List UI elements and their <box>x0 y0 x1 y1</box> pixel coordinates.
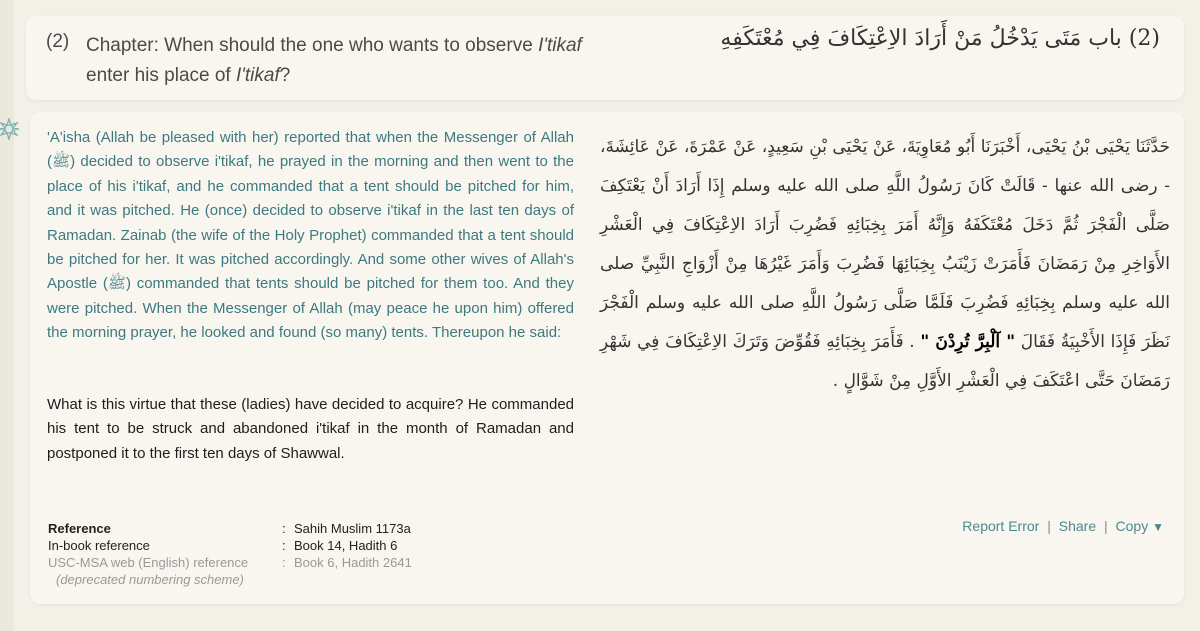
caret-down-icon: ▼ <box>1152 520 1164 534</box>
report-error-link[interactable]: Report Error <box>962 518 1040 534</box>
chapter-title-itikaf-1: I'tikaf <box>538 35 582 56</box>
usc-msa-reference-separator: : <box>282 555 286 570</box>
chapter-title-part1: Chapter: When should the one who wants to observe <box>86 35 533 56</box>
chapter-title-itikaf-2: I'tikaf <box>235 65 280 86</box>
hadith-ar-before-quote: حَدَّثَنَا يَحْيَى بْنُ يَحْيَى، أَخْبَرَنَا أَبُو مُعَاوِيَةَ، عَنْ يَحْيَى بْنِ سَعِيدٍ، عَنْ عَمْرَةَ، عَنْ عَائِشَةَ، - رضى الله عنها - قَالَتْ كَانَ رَسُولُ اللَّهِ صلى الله عليه وسلم إِذَا أَرَادَ أَنْ يَعْتَكِفَ صَلَّى الْفَجْرَ ثُمَّ دَخَلَ مُعْتَكَفَهُ وَإِنَّهُ أَمَرَ بِخِبَائِهِ فَضُرِبَ أَرَادَ الاِعْتِكَافَ فِي الْعَشْرِ الأَوَاخِرِ مِنْ رَمَضَانَ فَأَمَرَتْ زَيْنَبُ بِخِبَائِهَا فَضُرِبَ وَأَمَرَ غَيْرُهَا مِنْ أَزْوَاجِ النَّبِيِّ صلى الله عليه وسلم بِخِبَائِهِ فَضُرِبَ فَلَمَّا صَلَّى رَسُولُ اللَّهِ صلى الله عليه وسلم الْفَجْرَ نَظَرَ فَإِذَا الأَخْبِيَةُ فَقَالَ <box>600 137 1170 352</box>
copy-link[interactable] <box>1116 518 1164 534</box>
chapter-number-en: (2) <box>46 31 70 52</box>
hadith-text-ar <box>600 128 1170 401</box>
chapter-title-end: ? <box>279 65 291 86</box>
chapter-title-part2: enter his place of <box>86 65 231 86</box>
deprecated-note: (deprecated numbering scheme) <box>56 572 244 587</box>
usc-msa-reference-label: USC-MSA web (English) reference <box>48 555 249 570</box>
reference-row <box>48 520 412 537</box>
hadith-narrator-en: 'A'isha (Allah be pleased with her) reported that when the Messenger of Allah (ﷺ) decided to observe i'tikaf, he prayed in the morning and then went to the place of his i'tikaf, and he commanded that a tent should be pitched for him, and it was pitched. He (once) decided to observe i'tikaf in the last ten days of Ramadan. Zainab (the wife of the Holy Prophet) commanded that a tent should be pitched for her. It was pitched accordingly. And some other wives of Allah's Apostle (ﷺ) commanded that tents should be pitched for them too. And they were pitched. When the Messenger of Allah (may peace he upon him) offered the morning prayer, he looked and found (so many) tents. Thereupon he said: <box>47 129 574 342</box>
usc-msa-reference-row <box>48 554 412 571</box>
reference-table <box>48 520 412 588</box>
reference-separator: : <box>282 521 286 536</box>
chapter-title-en <box>86 31 586 91</box>
in-book-reference-separator: : <box>282 538 286 553</box>
in-book-reference-row <box>48 537 412 554</box>
chapter-title-ar <box>640 26 1160 51</box>
reference-value: Sahih Muslim 1173a <box>294 521 411 536</box>
copy-label: Copy <box>1115 518 1149 534</box>
chapter-title-ar-text: باب مَتَى يَدْخُلُ مَنْ أَرَادَ الاِعْتِكَافَ فِي مُعْتَكَفِهِ <box>720 26 1122 51</box>
share-link[interactable]: Share <box>1058 518 1097 534</box>
chapter-number-ar: (2) <box>1128 26 1160 51</box>
reference-label: Reference <box>48 521 111 536</box>
usc-msa-reference-value: Book 6, Hadith 2641 <box>294 555 412 570</box>
hadith-ar-after-quote: . فَأَمَرَ بِخِبَائِهِ فَقُوِّضَ وَتَرَكَ الاِعْتِكَافَ فِي شَهْرِ رَمَضَانَ حَتَّى اعْتَكَفَ فِي الْعَشْرِ الأَوَّلِ مِنْ شَوَّالٍ . <box>600 332 1170 391</box>
action-divider: | <box>1104 518 1108 534</box>
action-divider: | <box>1047 518 1051 534</box>
ornament-icon <box>0 118 20 140</box>
hadith-text-en: What is this virtue that these (ladies) have decided to acquire? He commanded his tent to be struck and abandoned i'tikaf in the month of Ramadan and postponed it to the first ten days of Shawwal. <box>47 396 574 462</box>
in-book-reference-value: Book 14, Hadith 6 <box>294 538 398 553</box>
hadith-ar-quote: " آلْبِرَّ تُرِدْنَ " <box>920 332 1016 352</box>
left-rail <box>0 0 14 631</box>
hadith-actions <box>900 518 1164 534</box>
in-book-reference-label: In-book reference <box>48 538 150 553</box>
